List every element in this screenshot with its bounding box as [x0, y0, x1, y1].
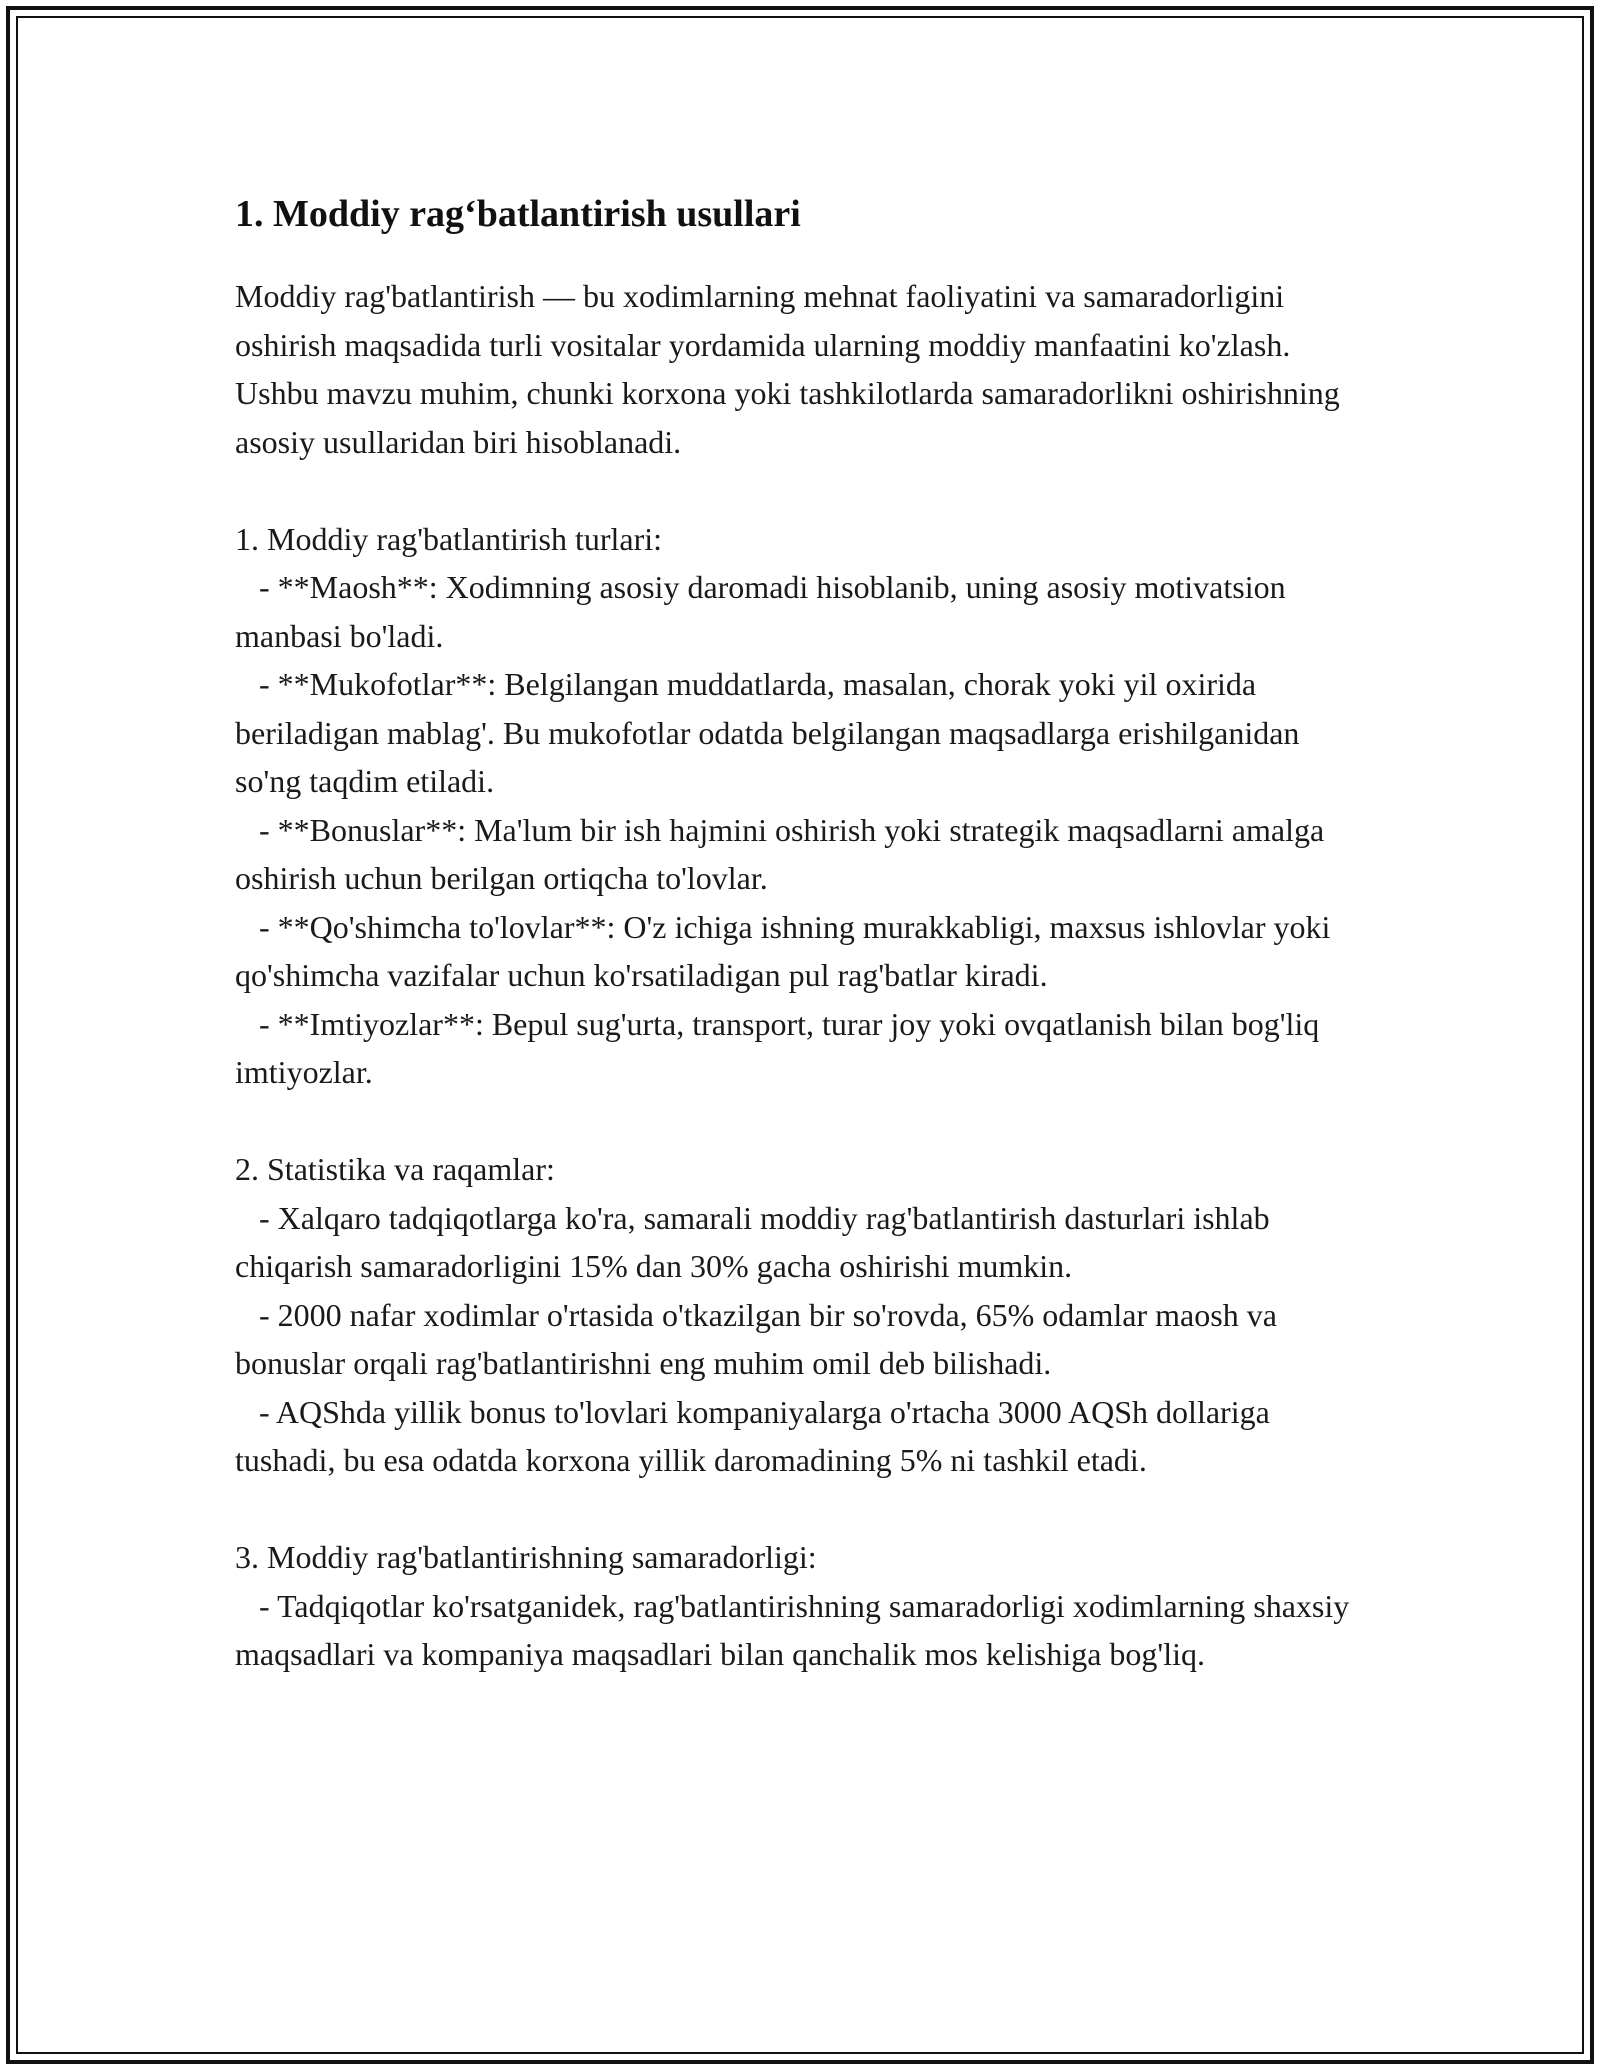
document-title: 1. Moddiy rag‘batlantirish usullari: [235, 193, 801, 235]
document-body: Moddiy rag'batlantirish — bu xodimlarning mehnat faoliyatini va samaradorligini oshirish maqsadida turli vositalar yordamida ularning moddiy manfaatini ko'zlash. Ushbu mavzu muhim, chunki korxona yoki tashkilotlarda samaradorlikni oshirishning asosiy usullaridan biri hisoblanadi. 1. Moddiy rag'batlantirish turlari: - **Maosh**: Xodimning asosiy daromadi hisoblanib, uning asosiy motivatsion manbasi bo'ladi. - **Mukofotlar**: Belgilangan muddatlarda, masalan, chorak yoki yil oxirida beriladigan mablag'. Bu mukofotlar odatda belgilangan maqsadlarga erishilganidan so'ng taqdim etiladi. - **Bonuslar**: Ma'lum bir ish hajmini oshirish yoki strategik maqsadlarni amalga oshirish uchun berilgan ortiqcha to'lovlar. - **Qo'shimcha to'lovlar**: O'z ichiga ishning murakkabligi, maxsus ishlovlar yoki qo'shimcha vazifalar uchun ko'rsatiladigan pul rag'batlar kiradi. - **Imtiyozlar**: Bepul sug'urta, transport, turar joy yoki ovqatlanish bilan bog'liq imtiyozlar. 2. Statistika va raqamlar: - Xalqaro tadqiqotlarga ko'ra, samarali moddiy rag'batlantirish dasturlari ishlab chiqarish samaradorligini 15% dan 30% gacha oshirishi mumkin. - 2000 nafar xodimlar o'rtasida o'tkazilgan bir so'rovda, 65% odamlar maosh va bonuslar orqali rag'batlantirishni eng muhim omil deb bilishadi. - AQShda yillik bonus to'lovlari kompaniyalarga o'rtacha 3000 AQSh dollariga tushadi, bu esa odatda korxona yillik daromadining 5% ni tashkil etadi. 3. Moddiy rag'batlantirishning samaradorligi: - Tadqiqotlar ko'rsatganidek, rag'batlantirishning samaradorligi xodimlarning shaxsiy maqsadlari va kompaniya maqsadlari bilan qanchalik mos kelishiga bog'liq.: [235, 278, 1350, 1672]
document-content: [235, 188, 1365, 1679]
